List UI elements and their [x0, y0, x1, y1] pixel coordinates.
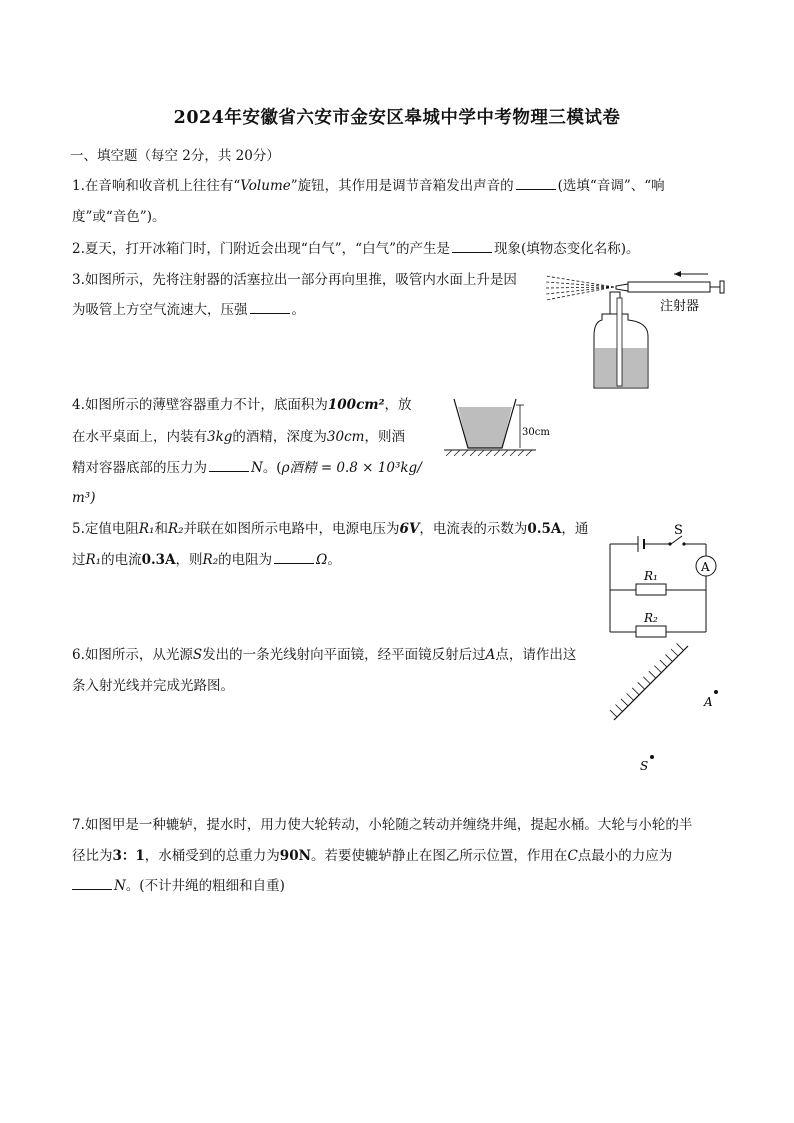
- switch-label: S: [674, 523, 683, 538]
- plane-mirror: [614, 646, 688, 720]
- syringe-plunger: [720, 281, 724, 293]
- push-arrow-head: [674, 271, 681, 277]
- question-3-line-1: 3.如图所示，先将注射器的活塞拉出一部分再向里推，吸管内水面上升是因: [72, 272, 517, 288]
- answer-blank[interactable]: [250, 301, 290, 314]
- table-hatch: [446, 450, 532, 456]
- answer-blank[interactable]: [516, 177, 556, 190]
- light-source-s: [650, 755, 654, 759]
- r1-label: R₁: [644, 569, 658, 583]
- question-1-line-2: 度”或“音色”)。: [72, 209, 166, 225]
- question-6-line-2: 条入射光线并完成光路图。: [72, 678, 234, 694]
- question-7-line-1: 7.如图甲是一种辘轳，提水时，用力使大轮转动，小轮随之转动并缠绕井绳，提起水桶。大轮与小轮的半: [72, 817, 693, 833]
- mirror-figure: [600, 640, 730, 780]
- question-4-line-3: 精对容器底部的压力为 N。(ρ酒精 = 0.8 × 10³kg/: [72, 460, 422, 476]
- question-7-line-3: N。(不计井绳的粗细和自重): [72, 876, 285, 896]
- question-6-line-1: 6.如图所示，从光源S发出的一条光线射向平面镜，经平面镜反射后过A点，请作出这: [72, 647, 577, 663]
- container-figure: [440, 395, 560, 465]
- mirror-hatch: [610, 643, 684, 717]
- question-5-line-2: 过R₁的电流0.3A，则R₂的电阻为 Ω。: [72, 552, 341, 568]
- resistor-r1: [636, 584, 666, 595]
- syringe-label: 注射器: [660, 299, 700, 314]
- syringe-barrel: [628, 282, 710, 292]
- question-7-line-2: 径比为3：1，水桶受到的总重力为90N。若要使辘轳静止在图乙所示位置，作用在C点最小的力应为: [72, 848, 673, 864]
- question-3-line-2: 为吸管上方空气流速大，压强 。: [72, 302, 305, 318]
- question-4-line-1: 4.如图所示的薄壁容器重力不计，底面积为100cm²，放: [72, 397, 412, 413]
- question-1-line-1: 1.在音响和收音机上往往有“Volume”旋钮，其作用是调节音箱发出声音的 (选填“音调”、“响: [72, 178, 665, 194]
- section-heading: 一、填空题（每空 2分，共 20分）: [70, 148, 280, 164]
- circuit-figure: [600, 518, 730, 640]
- answer-blank[interactable]: [274, 551, 314, 564]
- r2-label: R₂: [644, 611, 658, 625]
- question-4-line-4: m³): [72, 490, 96, 506]
- question-5-line-1: 5.定值电阻R₁和R₂并联在如图所示电路中，电源电压为6V，电流表的示数为0.5A，通: [72, 521, 589, 537]
- page-title: 2024年安徽省六安市金安区皋城中学中考物理三模试卷: [173, 108, 621, 128]
- point-a: [714, 690, 718, 694]
- question-4-line-2: 在水平桌面上，内装有3kg的酒精，深度为30cm，则酒: [72, 429, 405, 445]
- spray-lines: [546, 276, 614, 300]
- answer-blank[interactable]: [209, 459, 249, 472]
- ammeter-label: A: [701, 560, 710, 574]
- answer-blank[interactable]: [452, 240, 492, 253]
- answer-blank[interactable]: [72, 877, 112, 890]
- light-source-label: S: [640, 759, 649, 773]
- resistor-r2: [636, 626, 666, 637]
- question-2: 2.夏天，打开冰箱门时，门附近会出现“白气”，“白气”的产生是 现象(填物态变化名称)。: [72, 241, 640, 257]
- syringe-bottle-figure: [540, 262, 730, 394]
- straw: [617, 298, 622, 386]
- depth-label: 30cm: [522, 427, 550, 438]
- point-a-label: A: [704, 695, 713, 709]
